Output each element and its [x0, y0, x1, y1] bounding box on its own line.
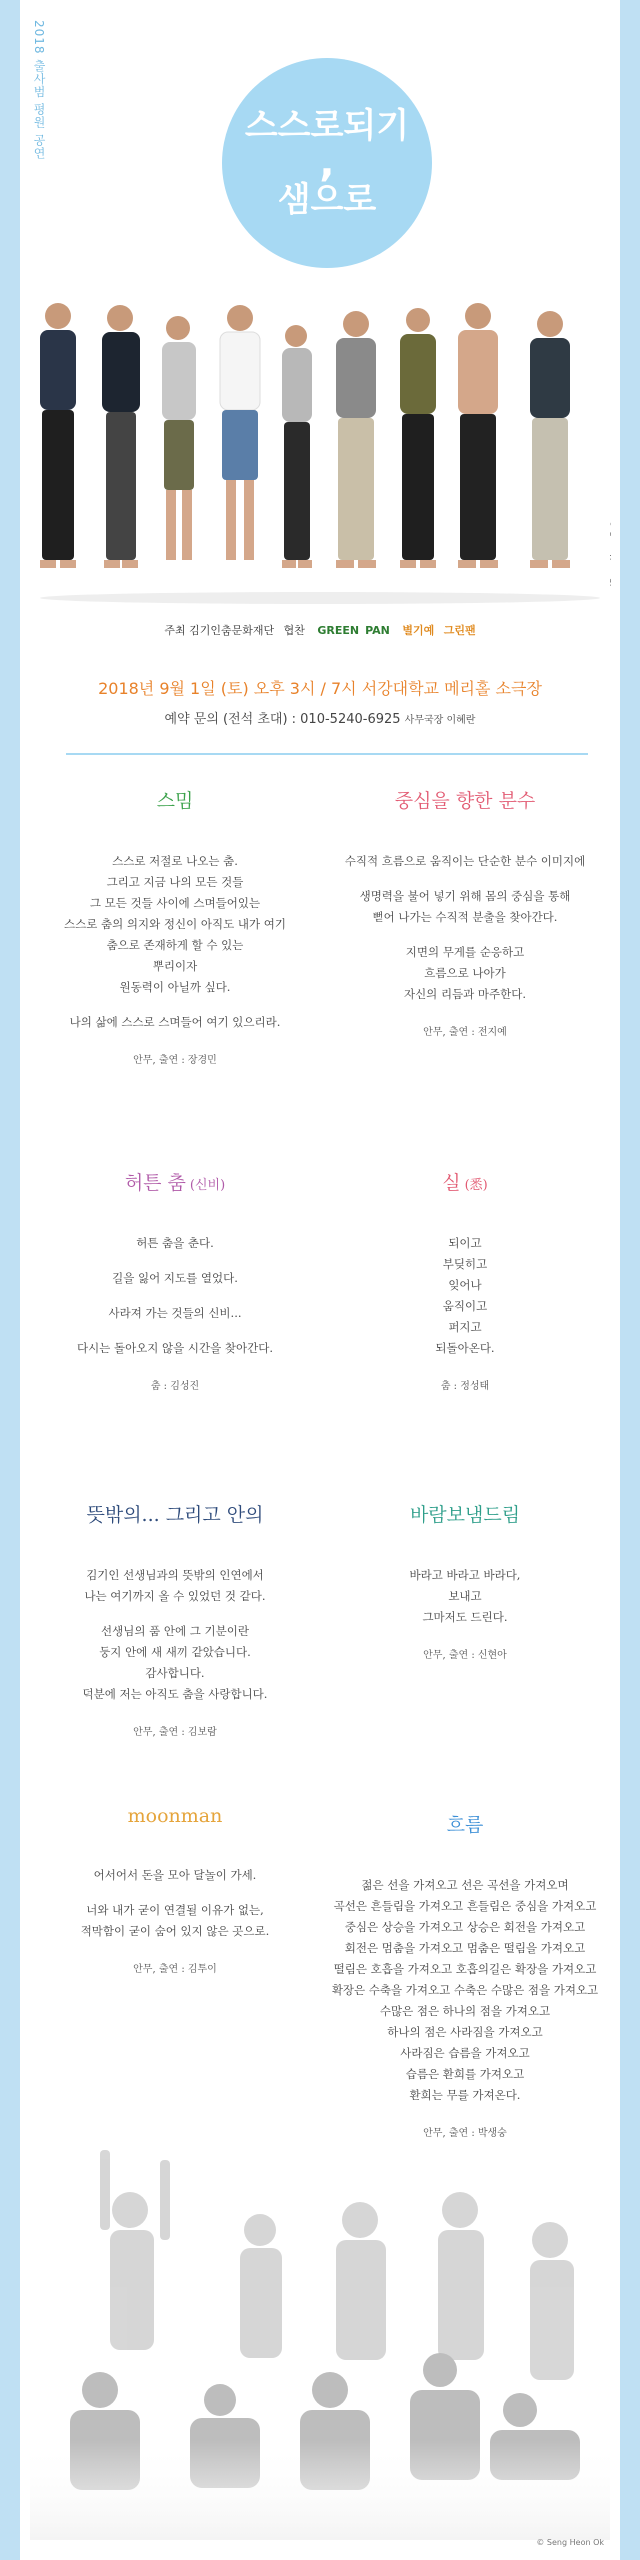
- piece-line: 곡선은 흔들림을 가져오고 흔들림은 중심을 가져오고: [333, 1899, 597, 1913]
- piece-line: 흐름으로 나아가: [424, 966, 506, 980]
- piece-line: 보내고: [448, 1589, 482, 1603]
- piece-line: 부딪히고: [442, 1257, 488, 1271]
- program-piece: [330, 1168, 600, 1392]
- piece-title: [330, 1500, 600, 1527]
- greenpan-logo: GREEN PAN: [317, 624, 390, 637]
- piece-line: 되이고: [448, 1236, 482, 1250]
- piece-line: 덕분에 저는 아직도 춤을 사랑합니다.: [82, 1687, 268, 1701]
- section-divider: [66, 753, 588, 755]
- piece-line: 되돌아온다.: [435, 1341, 495, 1355]
- piece-line: 스스로 춤의 의지와 정신이 아직도 내가 여기: [64, 917, 286, 931]
- photo-credit-bottom: © Seng Heon Ok: [536, 2538, 604, 2547]
- piece-body: [40, 1233, 310, 1359]
- piece-line: 수많은 점은 하나의 점을 가져오고: [379, 2004, 551, 2018]
- piece-line: 허튼 춤을 춘다.: [136, 1236, 214, 1250]
- title-comma: ,: [319, 140, 335, 186]
- sponsor-logo-2: 그린팬: [443, 624, 476, 637]
- bottom-group-photo: [30, 2140, 610, 2540]
- piece-line: 나의 삶에 스스로 스며들어 여기 있으리라.: [69, 1015, 281, 1029]
- piece-line: 뿌리이자: [152, 959, 198, 973]
- left-border: [0, 0, 20, 2560]
- piece-credit: 춤 : 정성태: [440, 1381, 490, 1392]
- piece-title-suffix: (신비): [189, 1178, 226, 1193]
- piece-line: 적막함이 굳이 숨어 있지 않은 곳으로.: [80, 1924, 270, 1938]
- event-date: 2018년 9월 1일 (토) 오후 3시 / 7시 서강대학교 메리홀 소극장: [98, 679, 542, 698]
- piece-line: 환희는 무를 가져온다.: [409, 2088, 521, 2102]
- piece-line: 수직적 흐름으로 움직이는 단순한 분수 이미지에: [344, 854, 586, 868]
- program-piece: [330, 786, 600, 1038]
- piece-body: [40, 1865, 310, 1942]
- program-piece: [40, 1500, 310, 1738]
- piece-credit: 안무, 출연 : 장경민: [133, 1055, 217, 1066]
- title-line-2: 샘으로: [277, 180, 377, 220]
- piece-title: [330, 786, 600, 813]
- piece-body: [330, 1233, 600, 1359]
- dancer-6: [336, 311, 376, 568]
- piece-line: 퍼지고: [448, 1320, 482, 1334]
- title-circle-text: [222, 58, 432, 268]
- piece-line: 사라져 가는 것들의 신비...: [108, 1306, 242, 1320]
- piece-title-text: 바람보냄드림: [409, 1504, 521, 1526]
- piece-line: 스스로 저절로 나오는 춤.: [112, 854, 238, 868]
- piece-line: 확장은 수축을 가져오고 수축은 수많은 점을 가져오고: [331, 1983, 599, 1997]
- piece-credit: 안무, 출연 : 신현아: [423, 1650, 507, 1661]
- piece-body: [330, 1565, 600, 1628]
- piece-title-text: 허튼 춤: [124, 1172, 186, 1194]
- dancer-8: [458, 303, 498, 568]
- piece-credit: 안무, 출연 : 전지예: [423, 1027, 507, 1038]
- piece-title-text: 흐름: [446, 1814, 484, 1836]
- title-line-1: 스스로되기: [244, 105, 410, 146]
- piece-credit: 안무, 출연 : 박생숭: [423, 2128, 507, 2139]
- dancer-2: [102, 305, 140, 568]
- contact-text: 예약 문의 (전석 초대) : 010-5240-6925: [164, 712, 401, 727]
- piece-line: 바라고 바라고 바라다,: [409, 1568, 521, 1582]
- piece-line: 둥지 안에 새 새끼 같았습니다.: [99, 1645, 251, 1659]
- program-piece: [40, 1805, 310, 1975]
- piece-line: 춤으로 존재하게 할 수 있는: [106, 938, 244, 952]
- piece-line: 생명력을 불어 넣기 위해 몸의 중심을 통해: [359, 889, 571, 903]
- program-piece: [40, 786, 310, 1066]
- piece-line: 그리고 지금 나의 모든 것들: [106, 875, 244, 889]
- piece-body: [40, 1565, 310, 1705]
- piece-line: 다시는 돌아오지 않을 시간을 찾아간다.: [76, 1341, 274, 1355]
- sponsors-line: [60, 622, 580, 638]
- piece-line: 그 모든 것들 사이에 스며들어있는: [89, 896, 261, 910]
- piece-line: 중심은 상승을 가져오고 상승은 회전을 가져오고: [344, 1920, 586, 1934]
- piece-line: 습름은 환희를 가져오고: [405, 2067, 525, 2081]
- dancer-5: [282, 325, 312, 568]
- contact-small: 사무국장 이혜란: [404, 715, 476, 726]
- piece-title: [330, 1810, 600, 1837]
- program-piece: [330, 1500, 600, 1661]
- piece-credit: 춤 : 김성진: [150, 1381, 200, 1392]
- piece-line: 어서어서 돈을 모아 달놀이 가세.: [93, 1868, 257, 1882]
- piece-title: [40, 786, 310, 813]
- piece-line: 하나의 점은 사라짐을 가져오고: [387, 2025, 543, 2039]
- piece-line: 움직이고: [442, 1299, 488, 1313]
- dancer-7: [400, 308, 436, 568]
- piece-line: 길을 잃어 지도를 열었다.: [112, 1271, 238, 1285]
- piece-line: 그마저도 드린다.: [422, 1610, 508, 1624]
- piece-line: 김기인 선생님과의 뜻밖의 인연에서: [86, 1568, 264, 1582]
- piece-title: [40, 1168, 310, 1195]
- piece-title-text: 뜻밖의... 그리고 안의: [86, 1504, 264, 1526]
- piece-line: 지면의 무게를 순응하고: [405, 945, 525, 959]
- piece-title-text: moonman: [127, 1805, 223, 1827]
- piece-line: 자신의 리듬과 마주한다.: [403, 987, 527, 1001]
- program-piece: [40, 1168, 310, 1392]
- piece-line: 너와 내가 굳이 연결될 이유가 없는,: [86, 1903, 264, 1917]
- piece-line: 나는 여기까지 올 수 있었던 것 같다.: [84, 1589, 266, 1603]
- piece-body: [40, 851, 310, 1033]
- support-label: 협찬: [283, 624, 305, 637]
- piece-title: [330, 1168, 600, 1195]
- group-photo: [30, 290, 610, 610]
- program-piece: [330, 1810, 600, 2139]
- piece-line: 잊어나: [448, 1278, 482, 1292]
- piece-line: 떨림은 호흡을 가져오고 호흡의길은 확장을 가져오고: [333, 1962, 597, 1976]
- event-contact: [40, 708, 600, 727]
- piece-title-text: 실: [442, 1172, 461, 1194]
- dancer-1: [40, 303, 76, 568]
- piece-line: 젊은 선을 가져오고 선은 곡선을 가져오며: [361, 1878, 569, 1892]
- piece-line: 뻗어 나가는 수직적 분출을 찾아간다.: [372, 910, 558, 924]
- vertical-title: 2018 출사범 평원 공연: [32, 20, 46, 160]
- piece-credit: 안무, 출연 : 김보람: [133, 1727, 217, 1738]
- piece-body: [330, 1875, 600, 2106]
- piece-title-suffix: (悉): [464, 1178, 488, 1193]
- dancer-9: [530, 311, 570, 568]
- piece-title-text: 스밈: [156, 790, 194, 812]
- piece-body: [330, 851, 600, 1005]
- piece-line: 원동력이 아닐까 싶다.: [119, 980, 231, 994]
- piece-title: [40, 1500, 310, 1527]
- piece-credit: 안무, 출연 : 김투이: [133, 1964, 217, 1975]
- host-text: 주최 김기인춤문화재단: [164, 624, 275, 637]
- piece-title: [40, 1805, 310, 1827]
- piece-line: 감사합니다.: [145, 1666, 205, 1680]
- piece-title-text: 중심을 향한 분수: [394, 790, 536, 812]
- sponsor-logo-1: 별기예: [402, 624, 435, 637]
- piece-line: 회전은 멈춤을 가져오고 멈춤은 떨림을 가져오고: [344, 1941, 586, 1955]
- piece-line: 선생님의 품 안에 그 기분이란: [101, 1624, 249, 1638]
- right-border: [620, 0, 640, 2560]
- piece-line: 사라짐은 습름을 가져오고: [400, 2046, 530, 2060]
